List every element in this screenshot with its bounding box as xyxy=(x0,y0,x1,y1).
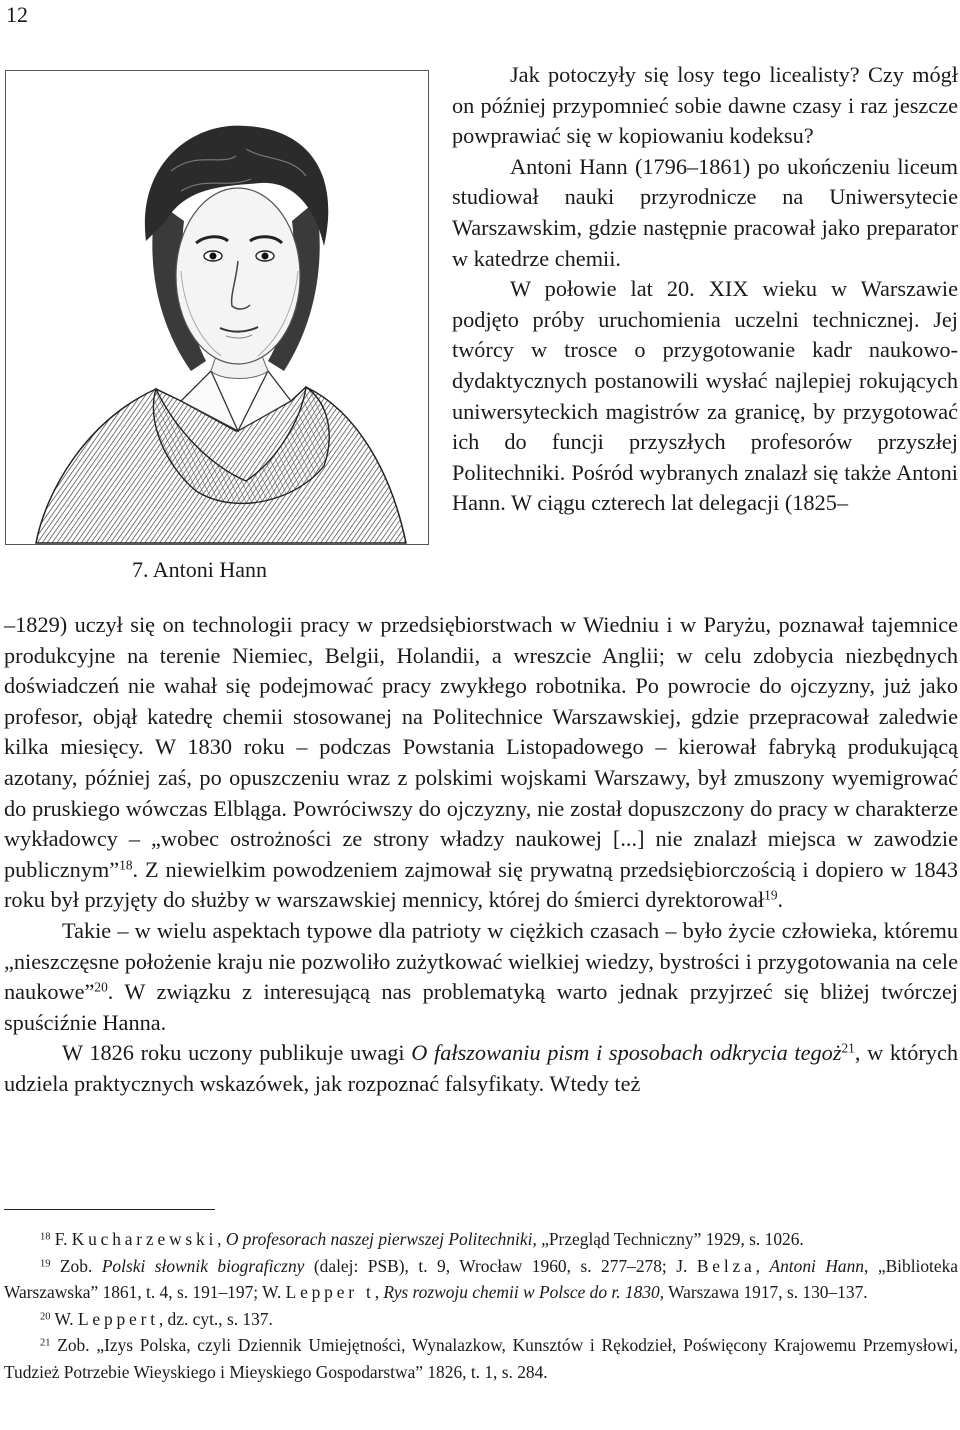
footnote-ref: 21 xyxy=(841,1040,855,1056)
work-title: O profesorach naszej pierwszej Politechniki xyxy=(225,1229,533,1249)
column-text xyxy=(452,60,958,519)
footnote-number: 18 xyxy=(40,1231,51,1243)
figure-caption: 7. Antoni Hann xyxy=(132,557,268,582)
author-name: Kucharzewski xyxy=(71,1229,218,1249)
main-text xyxy=(4,610,958,1100)
author-name: Belza xyxy=(696,1255,756,1276)
text-run: , dz. cyt., s. 137. xyxy=(158,1308,273,1329)
footnote-18 xyxy=(4,1226,958,1253)
paragraph xyxy=(4,1038,958,1099)
text-run: –1829) uczył się on technologii pracy w przedsiębiorstwach w Wiedniu i w Paryżu, poznawał tajemnice produkcyjne na terenie Niemiec, Belgii, Holandii, a wreszcie Anglii; w celu zdobycia niezbędnych doświadczeń nie wahał się podejmować pracy zwykłego robotnika. Po powrocie do ojczyzny, już jako profesor, objął katedrę chemii stosowanej na Politechnice Warszawskiej, gdzie przepracował zaledwie kilka miesięcy. W 1830 roku – podczas Powstania Listopadowego – kierował fabryką produkującą azotany, później zaś, po opuszczeniu wraz z polskimi wojskami Warszawy, był zmuszony wyemigrować do pruskiego wówczas Elbląga. Powróciwszy do ojczyzny, nie został dopuszczony do pracy w charakterze wykładowcy – „wobec ostrożności ze strony władzy naukowej [...] nie znalazł miejsca w zawodzie publicznym” xyxy=(4,612,958,882)
footnote-number: 21 xyxy=(40,1337,51,1349)
portrait-figure xyxy=(5,70,429,545)
text-run: , „Biblioteka Warszawska” 1861, t. 4, s. 191–197; W. xyxy=(4,1255,959,1303)
footnote-ref: 19 xyxy=(764,888,778,903)
footnotes xyxy=(4,1226,958,1386)
footnote-number: 19 xyxy=(40,1257,51,1269)
text-run: , „Przegląd Techniczny” 1929, s. 1026. xyxy=(532,1229,804,1249)
text-run: W. xyxy=(50,1308,78,1329)
paragraph xyxy=(4,916,958,1038)
text-run: Zob. „Izys Polska, czyli Dziennik Umiejętności, Wynalazkow, Kunsztów i Rękodzieł, Poświęcony Krajowemu Przemysłowi, Tudzież Potrzebie Wieyskiego i Mieyskiego Gospodarstwa” 1826, t. 1, s. 284. xyxy=(4,1335,958,1382)
author-name: Leppert xyxy=(77,1308,159,1329)
paragraph xyxy=(4,610,958,916)
paragraph: Antoni Hann (1796–1861) po ukończeniu liceum studiował nauki przyrodnicze na Uniwersytecie Warszawskim, gdzie następnie pracował jako preparator w katedrze chemii. xyxy=(452,153,958,271)
text-run: . Z niewielkim powodzeniem zajmował się prywatną przedsiębiorczością i dopiero w 1843 roku był przyjęty do służby w warszawskiej mennicy, której do śmierci dyrektorował xyxy=(4,856,958,913)
text-run: . W związku z interesującą nas problematyką warto jednak przyjrzeć się bliżej twórczej spuściźnie Hanna. xyxy=(4,979,958,1035)
text-run: . xyxy=(777,887,784,913)
text-run: W 1826 roku uczony publikuje uwagi xyxy=(62,1040,412,1066)
work-title: Rys rozwoju chemii w Polsce do r. 1830 xyxy=(383,1282,660,1303)
paragraph: Jak potoczyły się losy tego licealisty? Czy mógł on później przypomnieć sobie dawne czasy i raz jeszcze powprawiać się w kopiowaniu kodeksu? xyxy=(452,62,958,149)
footnote-20 xyxy=(4,1306,958,1333)
work-title: Antoni Hann xyxy=(769,1255,864,1276)
text-run: , Warszawa 1917, s. 130–137. xyxy=(659,1282,868,1303)
text-run: (dalej: PSB), t. 9, Wrocław 1960, s. 277–278; J. xyxy=(304,1255,697,1276)
footnote-19 xyxy=(4,1253,958,1306)
text-run: , xyxy=(217,1229,226,1249)
author-name: Lepper t xyxy=(285,1282,375,1303)
footnote-ref: 18 xyxy=(119,857,133,873)
work-title: Polski słownik biograficzny xyxy=(101,1255,305,1276)
page-number: 12 xyxy=(6,2,28,27)
footnote-separator xyxy=(4,1209,215,1210)
text-run: , xyxy=(755,1255,770,1276)
text-run: Zob. xyxy=(50,1255,102,1276)
footnote-ref: 20 xyxy=(94,979,108,995)
engraved-portrait-icon xyxy=(6,71,428,544)
text-run: , w których udziela praktycznych wskazówek, jak rozpoznać falsyfikaty. Wtedy też xyxy=(4,1040,958,1096)
text-run: , xyxy=(374,1282,384,1303)
paragraph: W połowie lat 20. XIX wieku w Warszawie podjęto próby uruchomienia uczelni technicznej. Jej twórcy w trosce o przygotowanie kadr naukowo-dydaktycznych postanowili wysłać najlepiej rokujących uniwersyteckich magistrów za granicę, by przygotować ich do funcji przyszłych profesorów przyszłej Politechniki. Pośród wybranych znalazł się także Antoni Hann. W ciągu czterech lat delegacji (1825– xyxy=(452,276,958,516)
work-title: O fałszowaniu pism i sposobach odkrycia tegoż xyxy=(411,1040,842,1066)
text-run: Takie – w wielu aspektach typowe dla patrioty w ciężkich czasach – było życie człowieka, któremu „nieszczęsne położenie kraju nie pozwoliło zużytkować wielkiej wiedzy, bystrości i przygotowania na cele naukowe” xyxy=(4,917,958,1005)
footnote-21 xyxy=(4,1332,958,1385)
footnote-number: 20 xyxy=(40,1311,51,1323)
text-run: F. xyxy=(50,1229,72,1249)
